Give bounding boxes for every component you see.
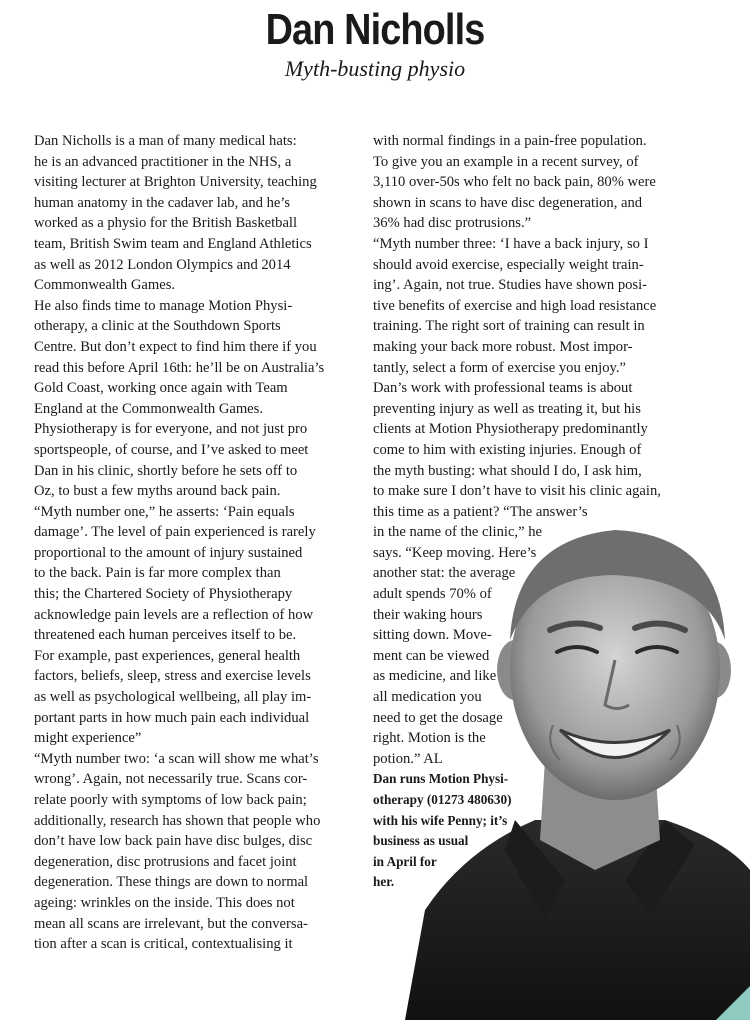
article-line: says. “Keep moving. Here’s xyxy=(373,544,537,561)
article-subtitle: Myth-busting physio xyxy=(284,56,466,81)
article-footer-line: her. xyxy=(373,874,395,890)
article-line: Oz, to bust a few myths around back pain. xyxy=(34,483,281,500)
article-line: he is an advanced practitioner in the NHS, a xyxy=(34,153,292,170)
article-footer-line: in April for xyxy=(373,853,437,869)
article-line: shown in scans to have disc degeneration, and xyxy=(373,194,643,211)
article-line: the myth busting: what should I do, I ask him, xyxy=(373,462,642,479)
article-line: Dan Nicholls is a man of many medical hats: xyxy=(34,133,297,149)
article-line: this; the Chartered Society of Physiotherapy xyxy=(34,586,293,603)
article-line: to the back. Pain is far more complex than xyxy=(34,565,281,582)
article-line: Physiotherapy is for everyone, and not just pro xyxy=(34,421,308,438)
article-line: wrong’. Again, not necessarily true. Scans cor- xyxy=(34,771,308,788)
article-line: read this before April 16th: he’ll be on Australia’s xyxy=(34,359,325,376)
article-line: 36% had disc protrusions.” xyxy=(373,215,532,232)
article-line: Centre. But don’t expect to find him there if you xyxy=(34,338,317,355)
article-line: threatened each human perceives itself to be. xyxy=(34,627,297,644)
article-line: mean all scans are irrelevant, but the conversa- xyxy=(34,915,308,932)
article-line: sitting down. Move- xyxy=(373,627,492,644)
article-line: team, British Swim team and England Athletics xyxy=(34,235,312,252)
article-line: Commonwealth Games. xyxy=(34,277,176,294)
article-line: “Myth number two: ‘a scan will show me what’s xyxy=(34,750,319,767)
article-footer-line: Dan runs Motion Physi- xyxy=(373,771,509,787)
article-line: right. Motion is the xyxy=(373,730,486,747)
article-line: with normal findings in a pain-free population. xyxy=(373,133,647,149)
article-line: Dan’s work with professional teams is about xyxy=(373,380,633,397)
article-line: He also finds time to manage Motion Physi- xyxy=(34,297,293,314)
article-line: sportspeople, of course, and I’ve asked to meet xyxy=(34,441,309,458)
article-line: another stat: the average xyxy=(373,565,516,582)
article-line: additionally, research has shown that people who xyxy=(34,812,321,829)
article-line: potion.” AL xyxy=(373,750,443,767)
article-line: should avoid exercise, especially weight train- xyxy=(373,256,644,273)
article-line: human anatomy in the cadaver lab, and he’s xyxy=(34,194,291,211)
article-line: visiting lecturer at Brighton University, teaching xyxy=(34,174,317,191)
article-line: as well as 2012 London Olympics and 2014 xyxy=(34,256,291,273)
article-line: their waking hours xyxy=(373,606,483,623)
portrait-photo xyxy=(365,520,750,1020)
article-line: relate poorly with symptoms of low back pain; xyxy=(34,792,307,808)
article-line: adult spends 70% of xyxy=(373,586,492,603)
article-line: all medication you xyxy=(373,689,482,706)
article-footer-line: with his wife Penny; it’s xyxy=(373,812,508,828)
article-line: damage’. The level of pain experienced is rarely xyxy=(34,524,316,541)
article-line: acknowledge pain levels are a reflection of how xyxy=(34,606,314,623)
article-line: To give you an example in a recent survey, of xyxy=(373,153,639,170)
article-line: Gold Coast, working once again with Team xyxy=(34,380,288,397)
article-line: tantly, select a form of exercise you enjoy.” xyxy=(373,359,626,376)
article-line: to make sure I don’t have to visit his clinic again, xyxy=(373,483,661,500)
article-line: training. The right sort of training can result in xyxy=(373,318,645,335)
article-line: worked as a physio for the British Basketball xyxy=(34,215,298,232)
article-line: Dan in his clinic, shortly before he sets off to xyxy=(34,462,298,479)
article-line: For example, past experiences, general health xyxy=(34,647,301,664)
article-line: tion after a scan is critical, contextualising it xyxy=(34,936,293,953)
article-line: 3,110 over-50s who felt no back pain, 80% were xyxy=(373,174,656,191)
article-footer-line: business as usual xyxy=(373,833,469,849)
article-line: ing’. Again, not true. Studies have shown posi- xyxy=(373,277,648,294)
article-line: might experience” xyxy=(34,730,142,747)
article-line: portant parts in how much pain each individual xyxy=(34,709,310,726)
article-line: otherapy, a clinic at the Southdown Sports xyxy=(34,318,281,335)
article-line: as well as psychological wellbeing, all play im- xyxy=(34,689,312,706)
article-line: England at the Commonwealth Games. xyxy=(34,400,263,417)
article-line: tive benefits of exercise and high load resistance xyxy=(373,297,657,314)
corner-tab-shape xyxy=(716,986,750,1020)
article-line: come to him with existing injuries. Enough of xyxy=(373,441,642,458)
article-line: proportional to the amount of injury sustained xyxy=(34,544,303,561)
article-line: degeneration. These things are down to normal xyxy=(34,874,309,891)
article-line: need to get the dosage xyxy=(373,709,503,726)
article-line: clients at Motion Physiotherapy predominantly xyxy=(373,421,648,438)
article-line: degeneration, disc protrusions and facet joint xyxy=(34,853,297,870)
article-line: “Myth number one,” he asserts: ‘Pain equals xyxy=(34,503,295,520)
article-column-left xyxy=(34,131,364,955)
article-footer-line: otherapy (01273 480630) xyxy=(373,792,512,807)
article-line: preventing injury as well as treating it, but his xyxy=(373,400,641,417)
article-line: making your back more robust. Most impor- xyxy=(373,338,633,355)
article-line: in the name of the clinic,” he xyxy=(373,524,542,541)
article-line: ageing: wrinkles on the inside. This does not xyxy=(34,894,295,911)
article-line: this time as a patient? “The answer’s xyxy=(373,503,588,520)
article-line: as medicine, and like xyxy=(373,668,497,685)
article-line: “Myth number three: ‘I have a back injury, so I xyxy=(373,235,649,252)
page-corner-tab xyxy=(716,986,750,1020)
article-line: ment can be viewed xyxy=(373,647,490,664)
article-line: don’t have low back pain have disc bulges, disc xyxy=(34,833,313,850)
article-line: factors, beliefs, sleep, stress and exercise levels xyxy=(34,668,311,685)
article-title: Dan Nicholls xyxy=(265,5,485,54)
